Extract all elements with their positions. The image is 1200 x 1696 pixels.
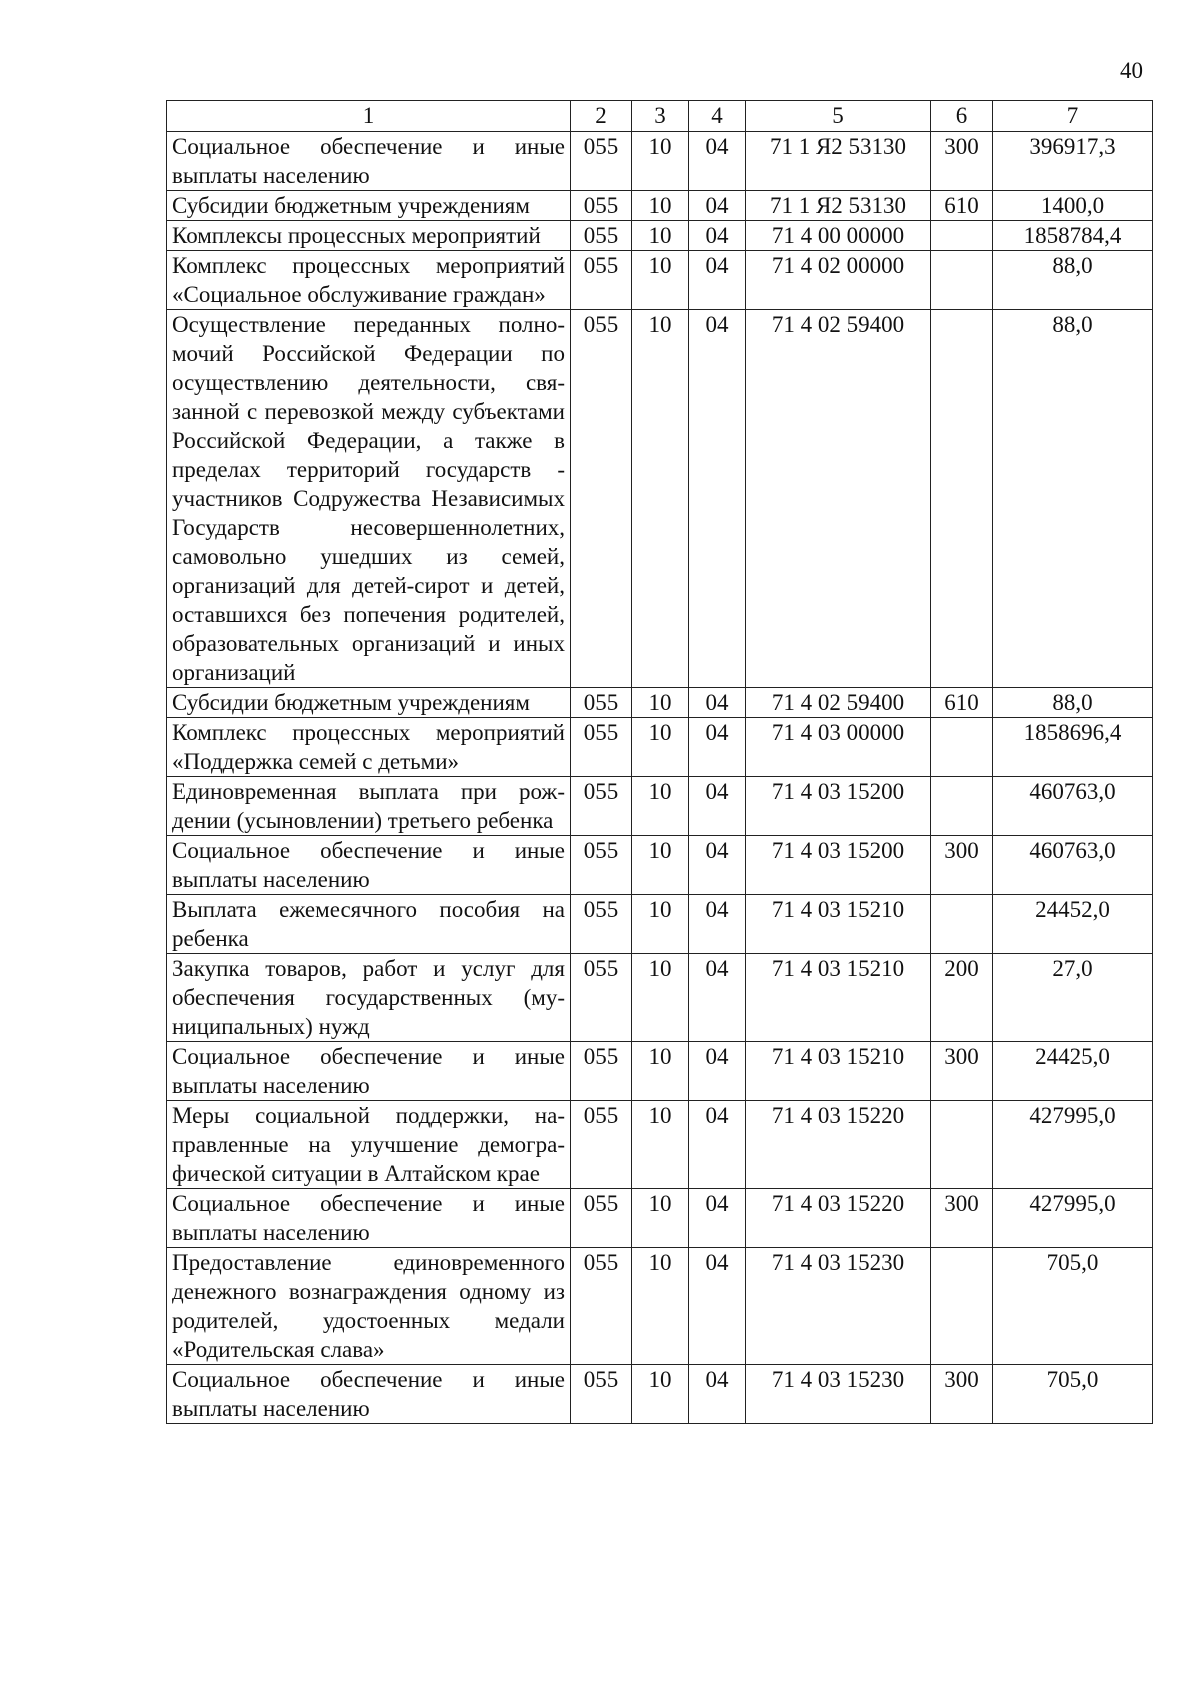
- row-code-admin: 055: [571, 1365, 632, 1424]
- row-target-article: 71 4 00 00000: [746, 221, 931, 251]
- col-header-2: 2: [571, 101, 632, 132]
- row-code-admin: 055: [571, 310, 632, 688]
- row-section: 10: [632, 1101, 689, 1189]
- row-code-admin: 055: [571, 191, 632, 221]
- row-section: 10: [632, 1189, 689, 1248]
- table-body: [167, 132, 1153, 1424]
- row-target-article: 71 4 03 15220: [746, 1189, 931, 1248]
- row-expense-type: [931, 251, 993, 310]
- row-expense-type: [931, 777, 993, 836]
- row-target-article: 71 4 03 15230: [746, 1248, 931, 1365]
- row-subsection: 04: [689, 132, 746, 191]
- row-code-admin: 055: [571, 221, 632, 251]
- row-name: Социальное обеспечение и иные выплаты населению: [167, 1042, 571, 1101]
- table-row: [167, 132, 1153, 191]
- header-row: [167, 101, 1153, 132]
- row-target-article: 71 4 03 15200: [746, 777, 931, 836]
- row-code-admin: 055: [571, 718, 632, 777]
- row-expense-type: [931, 895, 993, 954]
- row-target-article: 71 4 02 59400: [746, 688, 931, 718]
- row-section: 10: [632, 836, 689, 895]
- row-section: 10: [632, 895, 689, 954]
- row-amount: 27,0: [993, 954, 1153, 1042]
- row-target-article: 71 4 03 15210: [746, 895, 931, 954]
- row-section: 10: [632, 251, 689, 310]
- row-code-admin: 055: [571, 1042, 632, 1101]
- row-target-article: 71 4 03 15230: [746, 1365, 931, 1424]
- row-amount: 88,0: [993, 251, 1153, 310]
- row-name: Осуществление переданных полномочий Российской Федерации по осуществлению деятельности, связанной с перевозкой между субъектами Российской Федерации, а также в пределах территорий государств - участников Содружества Независимых Государств несовершеннолетних, самовольно ушедших из семей, организаций для детей-сирот и детей, оставшихся без попечения родителей, образовательных организаций и иных организаций: [167, 310, 571, 688]
- row-section: 10: [632, 310, 689, 688]
- table-row: [167, 688, 1153, 718]
- row-target-article: 71 1 Я2 53130: [746, 191, 931, 221]
- row-name: Единовременная выплата при рождении (усыновлении) третьего ребенка: [167, 777, 571, 836]
- table-row: [167, 895, 1153, 954]
- row-section: 10: [632, 221, 689, 251]
- row-code-admin: 055: [571, 132, 632, 191]
- row-amount: 24425,0: [993, 1042, 1153, 1101]
- row-expense-type: 300: [931, 132, 993, 191]
- row-name: Закупка товаров, работ и услуг для обеспечения государственных (муниципальных) нужд: [167, 954, 571, 1042]
- row-amount: 460763,0: [993, 777, 1153, 836]
- row-subsection: 04: [689, 1365, 746, 1424]
- row-target-article: 71 4 03 15210: [746, 954, 931, 1042]
- table-row: [167, 1042, 1153, 1101]
- row-section: 10: [632, 1042, 689, 1101]
- row-section: 10: [632, 777, 689, 836]
- row-section: 10: [632, 132, 689, 191]
- col-header-7: 7: [993, 101, 1153, 132]
- row-subsection: 04: [689, 191, 746, 221]
- row-code-admin: 055: [571, 1189, 632, 1248]
- row-name: Субсидии бюджетным учреждениям: [167, 191, 571, 221]
- table-row: [167, 718, 1153, 777]
- row-name: Социальное обеспечение и иные выплаты населению: [167, 132, 571, 191]
- col-header-4: 4: [689, 101, 746, 132]
- row-expense-type: 300: [931, 1189, 993, 1248]
- row-subsection: 04: [689, 251, 746, 310]
- row-name: Социальное обеспечение и иные выплаты населению: [167, 1365, 571, 1424]
- row-subsection: 04: [689, 1189, 746, 1248]
- row-expense-type: 610: [931, 191, 993, 221]
- row-expense-type: 300: [931, 836, 993, 895]
- row-section: 10: [632, 1365, 689, 1424]
- row-subsection: 04: [689, 836, 746, 895]
- row-expense-type: 300: [931, 1365, 993, 1424]
- table-row: [167, 1101, 1153, 1189]
- row-subsection: 04: [689, 1101, 746, 1189]
- row-amount: 24452,0: [993, 895, 1153, 954]
- row-expense-type: [931, 310, 993, 688]
- row-amount: 427995,0: [993, 1189, 1153, 1248]
- row-expense-type: [931, 718, 993, 777]
- table-row: [167, 954, 1153, 1042]
- row-subsection: 04: [689, 688, 746, 718]
- row-name: Социальное обеспечение и иные выплаты населению: [167, 1189, 571, 1248]
- row-code-admin: 055: [571, 777, 632, 836]
- row-expense-type: [931, 1248, 993, 1365]
- row-section: 10: [632, 954, 689, 1042]
- budget-table: [166, 100, 1153, 1424]
- row-expense-type: [931, 1101, 993, 1189]
- row-code-admin: 055: [571, 954, 632, 1042]
- row-target-article: 71 4 02 59400: [746, 310, 931, 688]
- row-expense-type: 200: [931, 954, 993, 1042]
- row-amount: 705,0: [993, 1248, 1153, 1365]
- row-name: Комплекс процессных мероприятий «Поддержка семей с детьми»: [167, 718, 571, 777]
- row-code-admin: 055: [571, 688, 632, 718]
- row-amount: 88,0: [993, 688, 1153, 718]
- row-expense-type: [931, 221, 993, 251]
- row-target-article: 71 1 Я2 53130: [746, 132, 931, 191]
- row-section: 10: [632, 191, 689, 221]
- row-code-admin: 055: [571, 1101, 632, 1189]
- row-subsection: 04: [689, 777, 746, 836]
- row-target-article: 71 4 03 15220: [746, 1101, 931, 1189]
- row-amount: 396917,3: [993, 132, 1153, 191]
- row-name: Комплексы процессных мероприятий: [167, 221, 571, 251]
- row-target-article: 71 4 02 00000: [746, 251, 931, 310]
- row-subsection: 04: [689, 310, 746, 688]
- table-row: [167, 777, 1153, 836]
- row-section: 10: [632, 718, 689, 777]
- table-row: [167, 836, 1153, 895]
- row-section: 10: [632, 688, 689, 718]
- row-name: Социальное обеспечение и иные выплаты населению: [167, 836, 571, 895]
- row-amount: 1858784,4: [993, 221, 1153, 251]
- row-amount: 88,0: [993, 310, 1153, 688]
- row-name: Выплата ежемесячного пособия на ребенка: [167, 895, 571, 954]
- row-code-admin: 055: [571, 836, 632, 895]
- row-subsection: 04: [689, 1042, 746, 1101]
- row-code-admin: 055: [571, 251, 632, 310]
- row-subsection: 04: [689, 954, 746, 1042]
- col-header-5: 5: [746, 101, 931, 132]
- row-name: Меры социальной поддержки, направленные на улучшение демографической ситуации в Алтайском крае: [167, 1101, 571, 1189]
- table-row: [167, 221, 1153, 251]
- row-subsection: 04: [689, 895, 746, 954]
- row-name: Комплекс процессных мероприятий «Социальное обслуживание граждан»: [167, 251, 571, 310]
- row-amount: 427995,0: [993, 1101, 1153, 1189]
- row-section: 10: [632, 1248, 689, 1365]
- row-amount: 705,0: [993, 1365, 1153, 1424]
- table-row: [167, 191, 1153, 221]
- row-expense-type: 300: [931, 1042, 993, 1101]
- col-header-3: 3: [632, 101, 689, 132]
- page-number: 40: [1120, 58, 1143, 83]
- row-subsection: 04: [689, 221, 746, 251]
- row-amount: 460763,0: [993, 836, 1153, 895]
- row-name: Субсидии бюджетным учреждениям: [167, 688, 571, 718]
- row-code-admin: 055: [571, 1248, 632, 1365]
- row-target-article: 71 4 03 15200: [746, 836, 931, 895]
- table-row: [167, 1365, 1153, 1424]
- row-subsection: 04: [689, 718, 746, 777]
- row-name: Предоставление единовременного денежного вознаграждения одному из родителей, удостоенных медали «Родительская слава»: [167, 1248, 571, 1365]
- row-target-article: 71 4 03 15210: [746, 1042, 931, 1101]
- row-subsection: 04: [689, 1248, 746, 1365]
- row-expense-type: 610: [931, 688, 993, 718]
- col-header-6: 6: [931, 101, 993, 132]
- row-target-article: 71 4 03 00000: [746, 718, 931, 777]
- row-amount: 1858696,4: [993, 718, 1153, 777]
- table-row: [167, 310, 1153, 688]
- row-code-admin: 055: [571, 895, 632, 954]
- row-amount: 1400,0: [993, 191, 1153, 221]
- col-header-1: 1: [167, 101, 571, 132]
- table-row: [167, 1189, 1153, 1248]
- table-row: [167, 1248, 1153, 1365]
- table-row: [167, 251, 1153, 310]
